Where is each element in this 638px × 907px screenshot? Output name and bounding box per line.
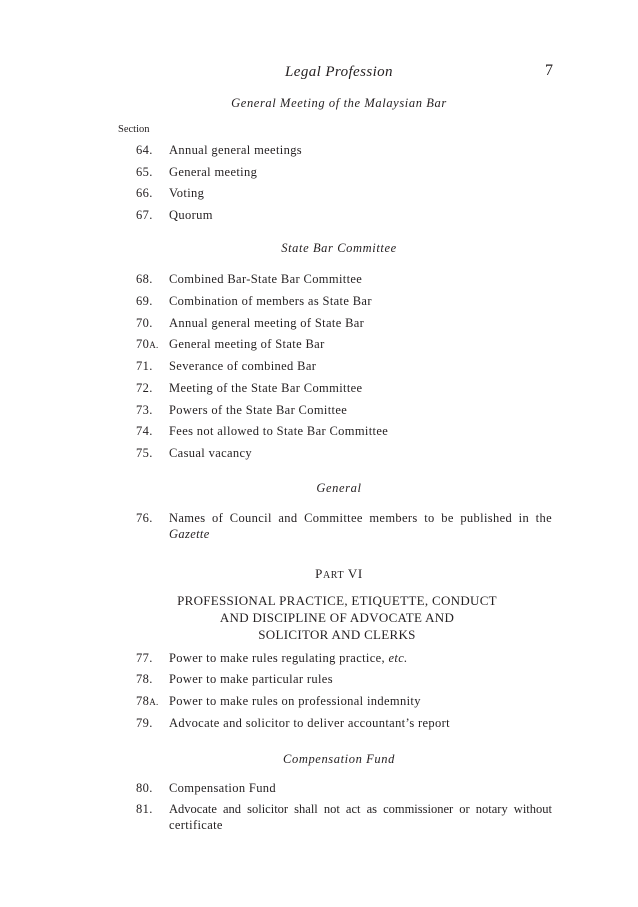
section-title: Compensation Fund bbox=[169, 781, 276, 795]
section-number: 73. bbox=[136, 403, 153, 417]
section-number: 79. bbox=[136, 716, 153, 730]
section-number: 71. bbox=[136, 359, 153, 373]
section-number-suffix: A. bbox=[149, 697, 159, 707]
part-numeral: VI bbox=[347, 566, 363, 581]
section-number: 77. bbox=[136, 651, 153, 665]
heading-general-meeting: General Meeting of the Malaysian Bar bbox=[231, 96, 447, 110]
section-title: Power to make rules on professional indemnity bbox=[169, 694, 421, 708]
section-title-line1: Names of Council and Committee members to be published in the bbox=[169, 511, 552, 525]
section-title-line2: Gazette bbox=[169, 527, 210, 541]
section-number-suffix: A. bbox=[149, 340, 159, 350]
part-title bbox=[0, 592, 638, 643]
section-title: General meeting of State Bar bbox=[169, 337, 325, 351]
part-label-rest: ART bbox=[322, 570, 345, 581]
section-title: Combination of members as State Bar bbox=[169, 294, 372, 308]
section-title bbox=[169, 510, 552, 542]
part-title-line: PROFESSIONAL PRACTICE, ETIQUETTE, CONDUCT bbox=[177, 593, 497, 608]
section-title-text: Power to make rules regulating practice, bbox=[169, 651, 386, 665]
section-number bbox=[136, 693, 159, 710]
section-title: Annual general meetings bbox=[169, 143, 303, 157]
section-title: Power to make particular rules bbox=[169, 672, 333, 686]
section-number: 80. bbox=[136, 781, 153, 795]
section-number: 81. bbox=[136, 802, 153, 816]
section-title: Advocate and solicitor to deliver accountant’s report bbox=[169, 716, 450, 730]
section-title: Fees not allowed to State Bar Committee bbox=[169, 424, 389, 438]
part-label-initial: P bbox=[315, 566, 323, 581]
section-title: Severance of combined Bar bbox=[169, 359, 317, 373]
section-title: Quorum bbox=[169, 208, 213, 222]
section-number: 66. bbox=[136, 186, 153, 200]
section-number: 78. bbox=[136, 672, 153, 686]
heading-compensation-fund: Compensation Fund bbox=[283, 752, 395, 766]
section-title: Meeting of the State Bar Committee bbox=[169, 381, 363, 395]
section-number: 65. bbox=[136, 165, 153, 179]
heading-general: General bbox=[316, 481, 362, 495]
section-title-line2: certificate bbox=[169, 818, 223, 832]
running-header-title: Legal Profession bbox=[285, 64, 393, 80]
page-number: 7 bbox=[545, 62, 553, 79]
section-title: Annual general meeting of State Bar bbox=[169, 316, 365, 330]
section-title: Powers of the State Bar Comittee bbox=[169, 403, 348, 417]
section-number: 75. bbox=[136, 446, 153, 460]
section-number: 72. bbox=[136, 381, 153, 395]
part-title-line: SOLICITOR AND CLERKS bbox=[258, 627, 416, 642]
section-number: 64. bbox=[136, 143, 153, 157]
section-number: 69. bbox=[136, 294, 153, 308]
section-number: 76. bbox=[136, 511, 153, 525]
section-number-main: 78 bbox=[136, 694, 150, 708]
part-label bbox=[0, 566, 638, 582]
section-number: 74. bbox=[136, 424, 153, 438]
section-number bbox=[136, 336, 159, 353]
section-number: 68. bbox=[136, 272, 153, 286]
section-title bbox=[169, 650, 552, 666]
section-title-line1: Advocate and solicitor shall not act as commissioner or notary without bbox=[169, 802, 552, 816]
section-title-italic: etc. bbox=[388, 651, 408, 665]
part-title-line: AND DISCIPLINE OF ADVOCATE AND bbox=[219, 610, 455, 625]
heading-state-bar-committee: State Bar Committee bbox=[281, 241, 397, 255]
section-title bbox=[169, 801, 552, 833]
section-number: 67. bbox=[136, 208, 153, 222]
section-title: Casual vacancy bbox=[169, 446, 252, 460]
section-number: 70. bbox=[136, 316, 153, 330]
section-title: General meeting bbox=[169, 165, 258, 179]
section-number-main: 70 bbox=[136, 337, 150, 351]
section-column-label: Section bbox=[118, 124, 150, 135]
section-title: Voting bbox=[169, 186, 205, 200]
section-title: Combined Bar-State Bar Committee bbox=[169, 272, 363, 286]
